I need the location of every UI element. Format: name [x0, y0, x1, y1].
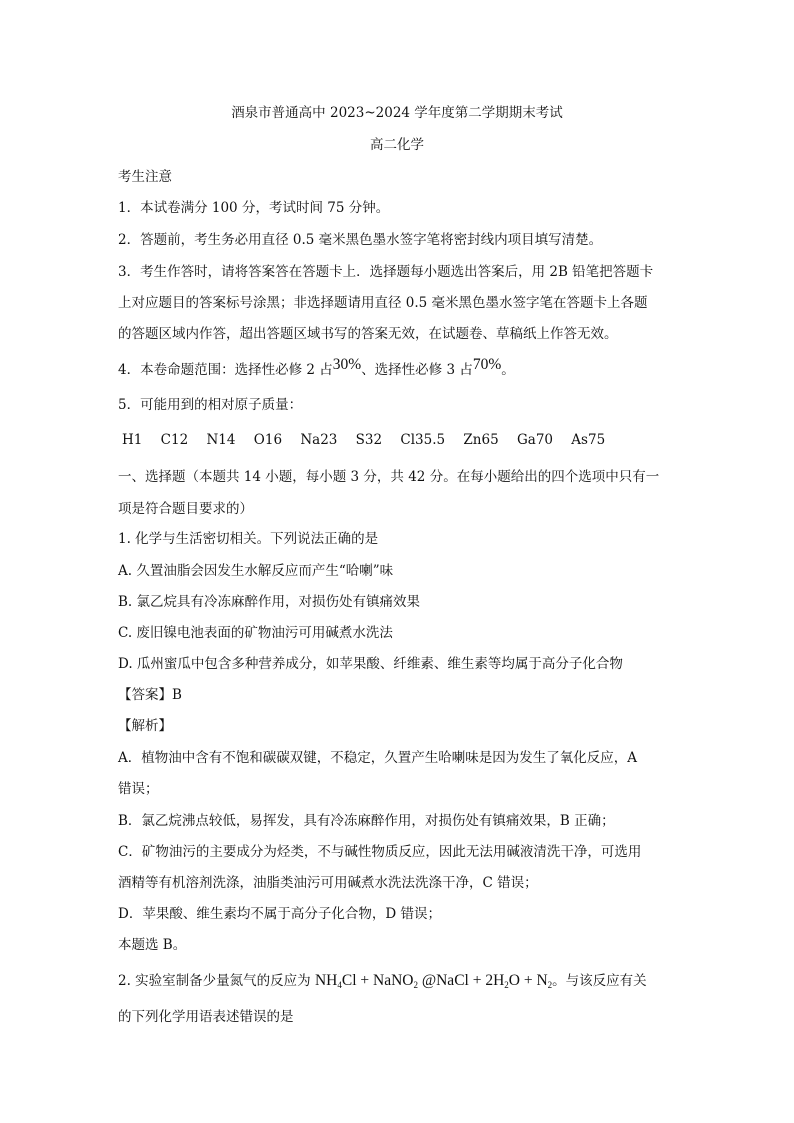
question-1-conclusion: 本题选 B。 — [118, 937, 187, 953]
notice-4-percent-2: 70% — [472, 356, 502, 373]
question-1-stem: 1. 化学与生活密切相关。下列说法正确的是 — [118, 531, 379, 547]
equation-subscript: 4 — [337, 980, 342, 990]
atomic-mass-item: C12 — [160, 432, 189, 448]
question-2-stem-line-1 — [118, 972, 647, 990]
equation-part: Cl + NaNO — [341, 972, 414, 989]
notice-2: 2．答题前，考生务必用直径 0.5 毫米黑色墨水签字笔将密封线内项目填写清楚。 — [118, 232, 603, 248]
atomic-mass-item: Cl35.5 — [400, 432, 446, 448]
atomic-mass-item: As75 — [571, 432, 606, 448]
atomic-masses — [122, 431, 619, 449]
section-1-heading-line-1: 一、选择题（本题共 14 小题，每小题 3 分，共 42 分。在每小题给出的四个选项中只有一 — [118, 469, 660, 485]
notice-heading: 考生注意 — [118, 169, 172, 185]
notice-4-text-c: 。 — [501, 362, 515, 378]
notice-4 — [118, 356, 515, 379]
notice-1: 1．本试卷满分 100 分，考试时间 75 分钟。 — [118, 200, 390, 216]
equation-part: NH — [314, 972, 338, 989]
equation-subscript: 2 — [504, 980, 509, 990]
analysis-d: D．苹果酸、维生素均不属于高分子化合物，D 错误； — [118, 906, 441, 922]
notice-4-text-b: 、选择性必修 3 占 — [361, 362, 473, 378]
atomic-mass-item: Ga70 — [516, 432, 553, 448]
atomic-mass-item: O16 — [253, 432, 283, 448]
notice-4-percent-1: 30% — [332, 356, 362, 373]
question-1-answer: 【答案】B — [118, 687, 182, 703]
atomic-mass-item: N14 — [206, 432, 236, 448]
notice-3-line-3: 的答题区域内作答，超出答题区域书写的答案无效，在试题卷、草稿纸上作答无效。 — [118, 326, 618, 342]
analysis-c-line-1: C．矿物油污的主要成分为烃类，不与碱性物质反应，因此无法用碱液清洗干净，可选用 — [118, 844, 642, 860]
question-1-analysis-label: 【解析】 — [118, 718, 172, 734]
question-2-stem-line-2: 的下列化学用语表述错误的是 — [118, 1009, 294, 1025]
question-1-option-a: A. 久置油脂会因发生水解反应而产生“哈喇”味 — [118, 563, 394, 579]
notice-5: 5．可能用到的相对原子质量： — [118, 397, 303, 413]
atomic-mass-item: Na23 — [300, 432, 338, 448]
notice-4-text-a: 4．本卷命题范围：选择性必修 2 占 — [118, 362, 333, 378]
analysis-c-line-2: 酒精等有机溶剂洗涤，油脂类油污可用碱煮水洗法洗涤干净，C 错误； — [118, 875, 538, 891]
notice-3-line-1: 3．考生作答时，请将答案答在答题卡上．选择题每小题选出答案后，用 2B 铅笔把答题卡 — [118, 264, 654, 280]
reaction-equation — [315, 972, 552, 989]
exam-title: 酒泉市普通高中 2023~2024 学年度第二学期期末考试 — [231, 105, 563, 121]
equation-part: O + N — [508, 972, 548, 989]
equation-subscript: 2 — [547, 980, 553, 990]
equation-part: @NaCl + 2H — [417, 972, 505, 989]
atomic-mass-item: S32 — [355, 432, 383, 448]
analysis-a-line-1: A．植物油中含有不饱和碳碳双键，不稳定，久置产生哈喇味是因为发生了氧化反应，A — [118, 750, 637, 766]
atomic-mass-item: Zn65 — [463, 432, 499, 448]
question-1-option-d: D. 瓜州蜜瓜中包含多种营养成分，如苹果酸、纤维素、维生素等均属于高分子化合物 — [118, 656, 623, 672]
section-1-heading-line-2: 项是符合题目要求的） — [118, 501, 253, 517]
analysis-a-line-2: 错误； — [118, 781, 159, 797]
question-2-stem-text-b: 。与该反应有关 — [552, 973, 647, 989]
question-1-option-b: B. 氯乙烷具有冷冻麻醉作用，对损伤处有镇痛效果 — [118, 594, 421, 610]
subject-title: 高二化学 — [370, 137, 424, 153]
question-1-option-c: C. 废旧镍电池表面的矿物油污可用碱煮水洗法 — [118, 625, 393, 641]
analysis-b: B．氯乙烷沸点较低，易挥发，具有冷冻麻醉作用，对损伤处有镇痛效果，B 正确； — [118, 813, 615, 829]
equation-subscript: 2 — [413, 980, 418, 990]
atomic-mass-item: H1 — [122, 432, 143, 448]
question-2-stem-text-a: 2. 实验室制备少量氮气的反应为 — [118, 973, 311, 989]
notice-3-line-2: 上对应题目的答案标号涂黑；非选择题请用直径 0.5 毫米黑色墨水签字笔在答题卡上各题 — [118, 295, 648, 311]
